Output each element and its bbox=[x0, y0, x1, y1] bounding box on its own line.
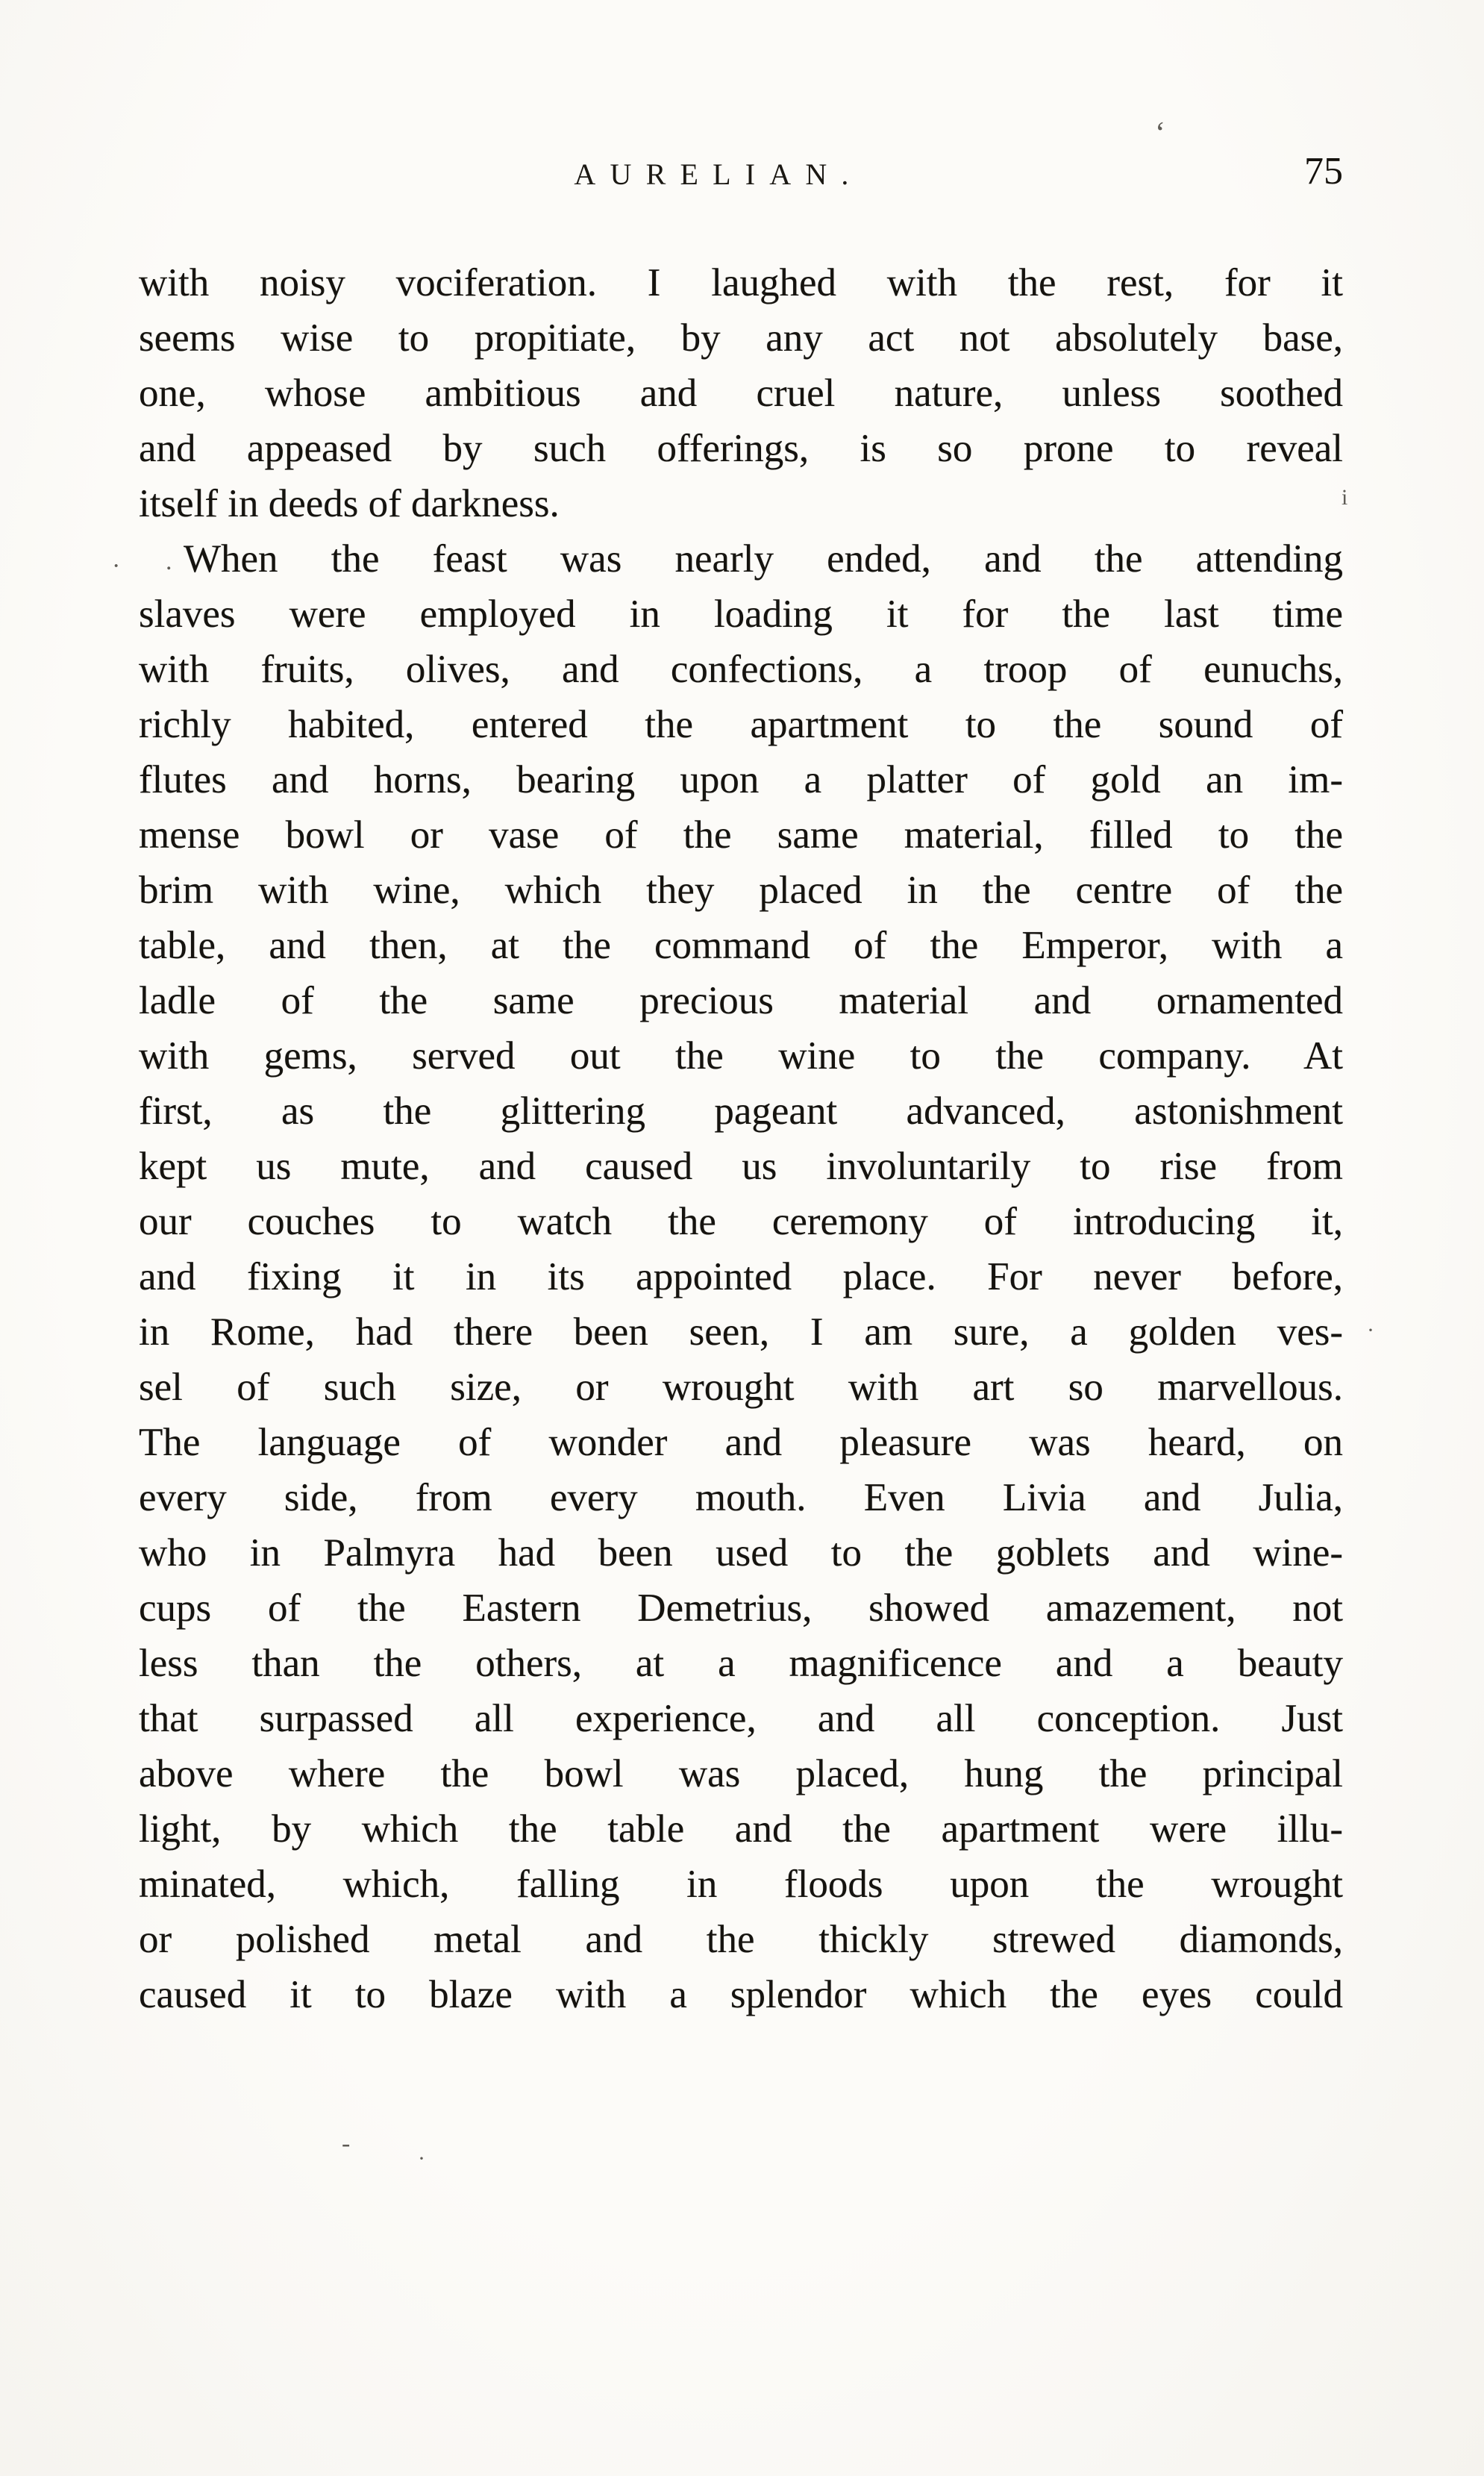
text-line: When the feast was nearly ended, and the attending bbox=[184, 537, 1343, 581]
scan-artifact: ‘ bbox=[1155, 116, 1165, 151]
text-line: table, and then, at the command of the Emperor, with a bbox=[139, 924, 1343, 967]
scan-artifact: · bbox=[418, 2146, 425, 2171]
text-line: and fixing it in its appointed place. For never before, bbox=[139, 1255, 1343, 1298]
scan-artifact: · bbox=[1367, 1318, 1374, 1342]
text-line: that surpassed all experience, and all conception. Just bbox=[139, 1697, 1343, 1740]
text-line: seems wise to propitiate, by any act not absolutely base, bbox=[139, 316, 1343, 360]
paragraph bbox=[139, 531, 1343, 2022]
text-line: or polished metal and the thickly strewed diamonds, bbox=[139, 1918, 1343, 1961]
text-line: less than the others, at a magnificence and a beauty bbox=[139, 1642, 1343, 1685]
scan-artifact: - bbox=[342, 2130, 351, 2157]
text-line: caused it to blaze with a splendor which the eyes could bbox=[139, 1973, 1343, 2016]
text-line: who in Palmyra had been used to the goblets and wine- bbox=[139, 1531, 1343, 1575]
text-line: in Rome, had there been seen, I am sure, a golden ves- bbox=[139, 1310, 1343, 1354]
text-line: sel of such size, or wrought with art so marvellous. bbox=[139, 1366, 1343, 1409]
text-line: light, by which the table and the apartment were illu- bbox=[139, 1807, 1343, 1851]
text-line: with gems, served out the wine to the company. At bbox=[139, 1034, 1343, 1078]
page-header bbox=[139, 149, 1343, 201]
text-block bbox=[139, 255, 1343, 2022]
text-line: minated, which, falling in floods upon the wrought bbox=[139, 1863, 1343, 1906]
text-line: with fruits, olives, and confections, a troop of eunuchs, bbox=[139, 648, 1343, 691]
paragraph bbox=[139, 255, 1343, 531]
text-line: itself in deeds of darkness. bbox=[139, 482, 560, 525]
text-line: cups of the Eastern Demetrius, showed amazement, not bbox=[139, 1586, 1343, 1630]
text-line: and appeased by such offerings, is so prone to reveal bbox=[139, 427, 1343, 470]
text-line: brim with wine, which they placed in the centre of the bbox=[139, 869, 1343, 912]
text-line: The language of wonder and pleasure was heard, on bbox=[139, 1421, 1343, 1464]
text-line: slaves were employed in loading it for the last time bbox=[139, 593, 1343, 636]
text-line: with noisy vociferation. I laughed with the rest, for it bbox=[139, 261, 1343, 304]
text-line: kept us mute, and caused us involuntarily to rise from bbox=[139, 1145, 1343, 1188]
scan-artifact: . bbox=[166, 548, 172, 575]
scan-artifact: i bbox=[1341, 485, 1348, 510]
scan-artifact: · bbox=[112, 552, 121, 580]
running-title: AURELIAN. bbox=[574, 157, 863, 191]
text-line: first, as the glittering pageant advanced, astonishment bbox=[139, 1089, 1343, 1133]
page-number: 75 bbox=[1304, 150, 1343, 193]
text-line: richly habited, entered the apartment to the sound of bbox=[139, 703, 1343, 746]
text-line: one, whose ambitious and cruel nature, unless soothed bbox=[139, 372, 1343, 415]
text-line: above where the bowl was placed, hung the principal bbox=[139, 1752, 1343, 1795]
text-line: every side, from every mouth. Even Livia and Julia, bbox=[139, 1476, 1343, 1519]
text-line: our couches to watch the ceremony of introducing it, bbox=[139, 1200, 1343, 1243]
text-line: mense bowl or vase of the same material, filled to the bbox=[139, 813, 1343, 857]
text-line: ladle of the same precious material and ornamented bbox=[139, 979, 1343, 1022]
text-line: flutes and horns, bearing upon a platter of gold an im- bbox=[139, 758, 1343, 801]
